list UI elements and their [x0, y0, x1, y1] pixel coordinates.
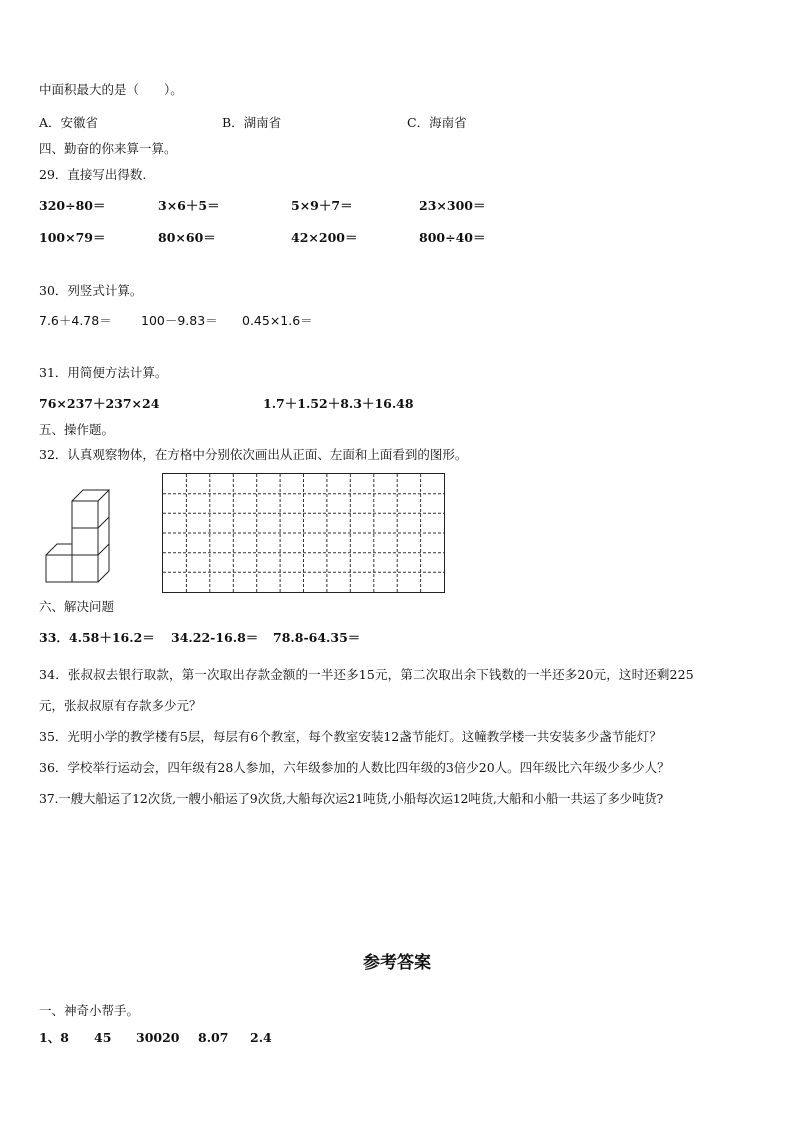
q37-text: 37.一艘大船运了12次货,一艘小船运了9次货,大船每次运21吨货,小船每次运12吨货,大船和小船一共运了多少吨货?	[39, 791, 664, 806]
q30-item: 7.6＋4.78＝	[39, 313, 112, 328]
q32-prompt: 32．认真观察物体，在方格中分别依次画出从正面、左面和上面看到的图形。	[39, 447, 468, 462]
q29-item: 3×6＋5＝	[158, 198, 220, 213]
cube-stack-drawing	[45, 489, 117, 583]
q33-item: 34.22-16.8＝	[171, 630, 259, 645]
q34-line-1: 34．张叔叔去银行取款，第一次取出存款金额的一半还多15元，第二次取出余下钱数的一半还多20元，这时还剩225	[39, 667, 694, 682]
q29-item: 5×9＋7＝	[291, 198, 353, 213]
q30-prompt: 30．列竖式计算。	[39, 283, 143, 298]
q36-text: 36．学校举行运动会，四年级有28人参加，六年级参加的人数比四年级的3倍少20人。四年级比六年级少多少人？	[39, 760, 670, 775]
cube-stack-figure	[45, 489, 117, 587]
q29-item: 320÷80＝	[39, 198, 106, 213]
answer-item: 30020	[136, 1030, 180, 1045]
q33-item: 78.8-64.35＝	[273, 630, 361, 645]
answer-item: 1、8	[39, 1030, 69, 1045]
q29-item: 100×79＝	[39, 230, 106, 245]
q31-prompt: 31．用简便方法计算。	[39, 365, 168, 380]
drawing-grid[interactable]	[162, 473, 445, 593]
answer-item: 2.4	[250, 1030, 272, 1045]
q31-item: 1.7＋1.52＋8.3＋16.48	[263, 396, 414, 411]
answers-section-1: 一、神奇小帮手。	[39, 1003, 140, 1018]
q31-item: 76×237＋237×24	[39, 396, 160, 411]
q28-option-b: B．湖南省	[222, 115, 282, 130]
q28-option-a: A．安徽省	[39, 115, 99, 130]
section-5-heading: 五、操作题。	[39, 422, 115, 437]
q29-item: 23×300＝	[419, 198, 486, 213]
q29-item: 42×200＝	[291, 230, 358, 245]
q35-text: 35．光明小学的教学楼有5层，每层有6个教室，每个教室安装12盏节能灯。这幢教学楼一共安装多少盏节能灯？	[39, 729, 662, 744]
q34-line-2: 元，张叔叔原有存款多少元？	[39, 698, 202, 713]
section-6-heading: 六、解决问题	[39, 599, 115, 614]
section-4-heading: 四、勤奋的你来算一算。	[39, 141, 177, 156]
answer-item: 8.07	[198, 1030, 229, 1045]
answer-item: 45	[94, 1030, 112, 1045]
q30-item: 100－9.83＝	[141, 313, 218, 328]
q30-item: 0.45×1.6＝	[242, 313, 313, 328]
q28-tail: 中面积最大的是（ ）。	[39, 82, 183, 97]
answers-title: 参考答案	[363, 953, 431, 973]
q29-item: 800÷40＝	[419, 230, 486, 245]
q29-prompt: 29．直接写出得数.	[39, 167, 147, 182]
q29-item: 80×60＝	[158, 230, 216, 245]
grid-lines	[163, 474, 444, 592]
q33-item: 33．4.58＋16.2＝	[39, 630, 155, 645]
q28-option-c: C．海南省	[407, 115, 467, 130]
